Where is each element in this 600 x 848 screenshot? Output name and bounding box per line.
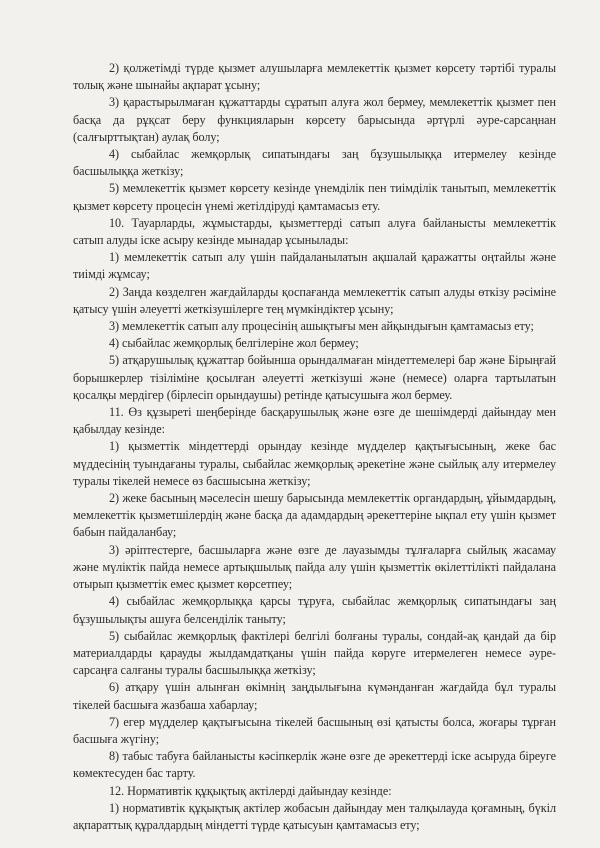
paragraph: 1) мемлекеттік сатып алу үшін пайдаланылатын ақшалай қаражатты оңтайлы және тиімді жұмсау;: [73, 250, 556, 282]
paragraph: 1) нормативтік құқықтық актілер жобасын дайындау мен талқылауда қоғамның, бүкіл ақпараттық құралдардың міндетті түрде қатысуын қамтамасыз ету;: [73, 800, 556, 832]
paragraph: 10. Тауарларды, жұмыстарды, қызметтерді сатып алуға байланысты мемлекеттік сатып алуды іске асыру кезінде мынадар ұсынылады:: [73, 215, 556, 248]
paragraph: 11. Өз құзыреті шеңберінде басқарушылық және өзге де шешімдерді дайындау мен қабылдау кезінде:: [73, 405, 556, 437]
paragraph: 4) сыбайлас жемқорлық белгілеріне жол бермеу;: [109, 336, 359, 351]
paragraph: 5) сыбайлас жемқорлық фактілері белгілі болғаны туралы, сондай-ақ қандай да бір материалдарды қарауды жылдамдатқаны үшін пайда көруге итермелеген немесе әуре-сарсаңға салғаны туралы басшылыққа жеткізу;: [73, 628, 556, 678]
paragraph: 12. Нормативтік құқықтық актілерді дайындау кезінде:: [109, 783, 392, 798]
paragraph: 6) атқару үшін алынған өкімнің заңдылығына күмәнданған жағдайда бұл туралы тікелей басшыға жазбаша хабарлау;: [73, 680, 556, 712]
paragraph: 3) мемлекеттік сатып алу процесінің ашықтығы мен айқындығын қамтамасыз ету;: [109, 319, 534, 334]
paragraph: 3) әріптестерге, басшыларға және өзге де лауазымды тұлғаларға сыйлық жасамау және мүліктік пайда немесе артықшылық пайда алу үшін қызметтік өкілеттілікті пайдалана отырып қызметтік емес қызмет көрсетпеу;: [73, 542, 556, 592]
paragraph: 2) жеке басының мәселесін шешу барысында мемлекеттік органдардың, ұйымдардың, мемлекеттік қызметшілердің және басқа да адамдардың әрекеттеріне ықпал ету үшін қызмет бабын пайдаланбау;: [73, 491, 556, 540]
paragraph: 2) қолжетімді түрде қызмет алушыларға мемлекеттік қызмет көрсету тәртібі туралы толық және шынайы ақпарат ұсыну;: [73, 61, 556, 93]
paragraph: 4) сыбайлас жемқорлық сипатындағы заң бұзушылыққа итермелеу кезінде басшылыққа жеткізу;: [73, 147, 556, 179]
paragraph: 2) Заңда көзделген жағдайларды қоспағанда мемлекеттік сатып алуды өткізу рәсіміне қатысу үшін әлеуетті жеткізушілерге тең мүмкіндіктер ұсыну;: [73, 284, 556, 316]
paragraph: 5) мемлекеттік қызмет көрсету кезінде үнемділік пен тиімділік танытып, мемлекеттік қызмет көрсету процесін үнемі жетілдіруді қамтамасыз ету.: [73, 181, 556, 213]
paragraph: 5) атқарушылық құжаттар бойынша орындалмаған міндеттемелері бар және Бірыңғай борышкерлер тізіліміне қосылған әлеуетті жеткізуші және (немесе) оларға тартылатын қосалқы мердігер (бірлесіп орындаушы) ретінде қатысушыға жол бермеу.: [73, 353, 556, 402]
paragraph: 1) қызметтік міндеттерді орындау кезінде мүдделер қақтығысының, жеке бас мүддесінің туындағаны туралы, сыбайлас жемқорлық әрекетіне және сыйлық алу итермелеу туралы тікелей немесе өз басшысына жеткізу;: [73, 439, 556, 488]
paragraph: 4) сыбайлас жемқорлыққа қарсы тұруға, сыбайлас жемқорлық сипатындағы заң бұзушылықты ашуға белсенділік таныту;: [73, 594, 556, 626]
paragraph: 3) қарастырылмаған құжаттарды сұратып алуға жол бермеу, мемлекеттік қызмет пен басқа да рұқсат беру функцияларын көрсету барысында әртүрлі әуре-сарсаңнан (салғырттықтан) аулақ болу;: [73, 95, 556, 144]
paragraph: 8) табыс табуға байланысты кәсіпкерлік және өзге де әрекеттерді іске асыруда біреуге көмектесуден бас тарту.: [73, 749, 556, 781]
text-body: [73, 60, 556, 848]
paragraph: 7) егер мүдделер қақтығысына тікелей басшының өзі қатысты болса, жоғары тұрған басшыға жүгіну;: [73, 714, 556, 746]
